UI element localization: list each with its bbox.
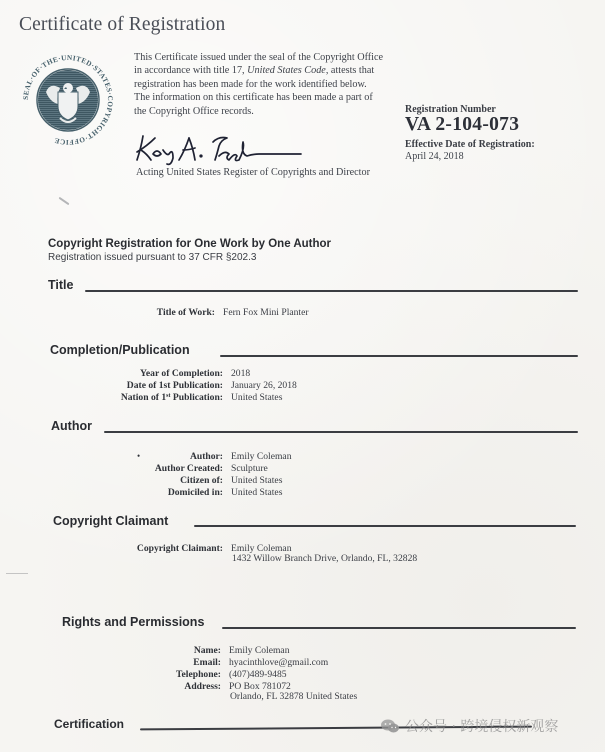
effective-date: April 24, 2018: [405, 151, 464, 162]
field-row: [0, 380, 297, 391]
handwritten-signature-icon: [133, 128, 303, 166]
label-ordinal: st: [166, 393, 171, 399]
section-heading-completion: Completion/Publication: [50, 343, 190, 357]
field-label: Name:: [193, 645, 221, 656]
field-row: [0, 368, 250, 379]
field-row: [0, 307, 309, 318]
svg-text:SEAL·OF·THE·UNITED·STATES·COPY: SEAL·OF·THE·UNITED·STATES·COPYRIGHT·OFFICE: [21, 53, 115, 147]
effective-date-label: Effective Date of Registration:: [405, 139, 535, 150]
registration-number-label: Registration Number: [405, 104, 496, 115]
field-value: Emily Coleman: [231, 543, 292, 554]
intro-text-part1: This Certificate issued under the seal of the Copyright Office in accordance with title 17,: [134, 52, 384, 77]
field-label: Citizen of:: [180, 475, 223, 486]
form-title: Copyright Registration for One Work by One Author: [48, 238, 332, 250]
intro-text-part2: , attests that registration has been made for the work identified below. The information on this certificate has been made a part of the Copyright Office records.: [134, 65, 375, 117]
field-value: Emily Coleman: [229, 645, 290, 656]
section-rule: [222, 627, 576, 629]
watermark: [380, 716, 558, 736]
field-label: Year of Completion:: [140, 368, 223, 379]
section-rule: [104, 431, 578, 433]
field-label: Author Created:: [154, 463, 223, 474]
section-heading-author: Author: [51, 419, 92, 433]
field-label: Author:: [189, 451, 223, 462]
section-heading-claimant: Copyright Claimant: [53, 514, 169, 528]
field-row: [0, 669, 287, 680]
certificate-title: Certificate of Registration: [19, 14, 226, 35]
field-row: [0, 645, 290, 656]
us-copyright-office-seal-icon: [20, 52, 116, 148]
intro-text-italic: United States Code: [247, 65, 326, 77]
field-value: United States: [231, 475, 283, 486]
field-value: 2018: [231, 368, 251, 379]
field-value: Emily Coleman: [231, 451, 292, 462]
field-row: [0, 392, 282, 403]
field-label: [0, 392, 223, 403]
field-row: [0, 475, 282, 486]
field-value: Sculpture: [231, 463, 268, 474]
field-label: Address:: [184, 681, 221, 692]
wechat-icon: [380, 718, 400, 734]
section-rule: [220, 355, 578, 357]
claimant-address: 1432 Willow Branch Drive, Orlando, FL, 32828: [232, 553, 418, 564]
field-label: Copyright Claimant:: [136, 543, 223, 554]
field-row: [0, 463, 268, 474]
field-value: PO Box 781072: [229, 681, 291, 692]
field-label: Email:: [193, 657, 221, 668]
field-label: Title of Work:: [156, 307, 215, 318]
field-label: Telephone:: [176, 669, 221, 680]
email-value: hyacinthlove@gmail.com: [229, 657, 329, 668]
field-label: Domiciled in:: [167, 487, 223, 498]
address-line2: Orlando, FL 32878 United States: [230, 691, 358, 702]
form-subtitle: Registration issued pursuant to 37 CFR §202.3: [48, 252, 257, 263]
field-value: United States: [231, 392, 283, 403]
field-row: [0, 451, 292, 462]
registration-number: VA 2-104-073: [405, 114, 520, 135]
field-label: Date of 1st Publication:: [126, 380, 223, 391]
field-row: [0, 657, 328, 668]
field-value: United States: [231, 487, 283, 498]
section-rule: [85, 290, 578, 292]
section-heading-rights: Rights and Permissions: [62, 615, 205, 629]
certificate-intro-text: [134, 51, 384, 118]
watermark-text: 公众号 · 跨境侵权新观察: [405, 719, 559, 735]
author-bullet: •: [137, 451, 141, 461]
section-heading-title: Title: [48, 278, 74, 292]
field-value: January 26, 2018: [231, 380, 297, 391]
label-prefix: Nation of 1: [120, 392, 167, 403]
section-heading-certification: Certification: [54, 717, 125, 731]
field-row: [0, 487, 282, 498]
label-suffix: Publication:: [170, 392, 223, 403]
field-value: Fern Fox Mini Planter: [223, 307, 309, 318]
field-value: (407)489-9485: [229, 669, 287, 680]
section-rule: [194, 525, 576, 527]
signer-title: Acting United States Register of Copyrights and Director: [136, 167, 370, 178]
fold-mark: [6, 573, 28, 574]
pen-mark: [59, 197, 70, 206]
